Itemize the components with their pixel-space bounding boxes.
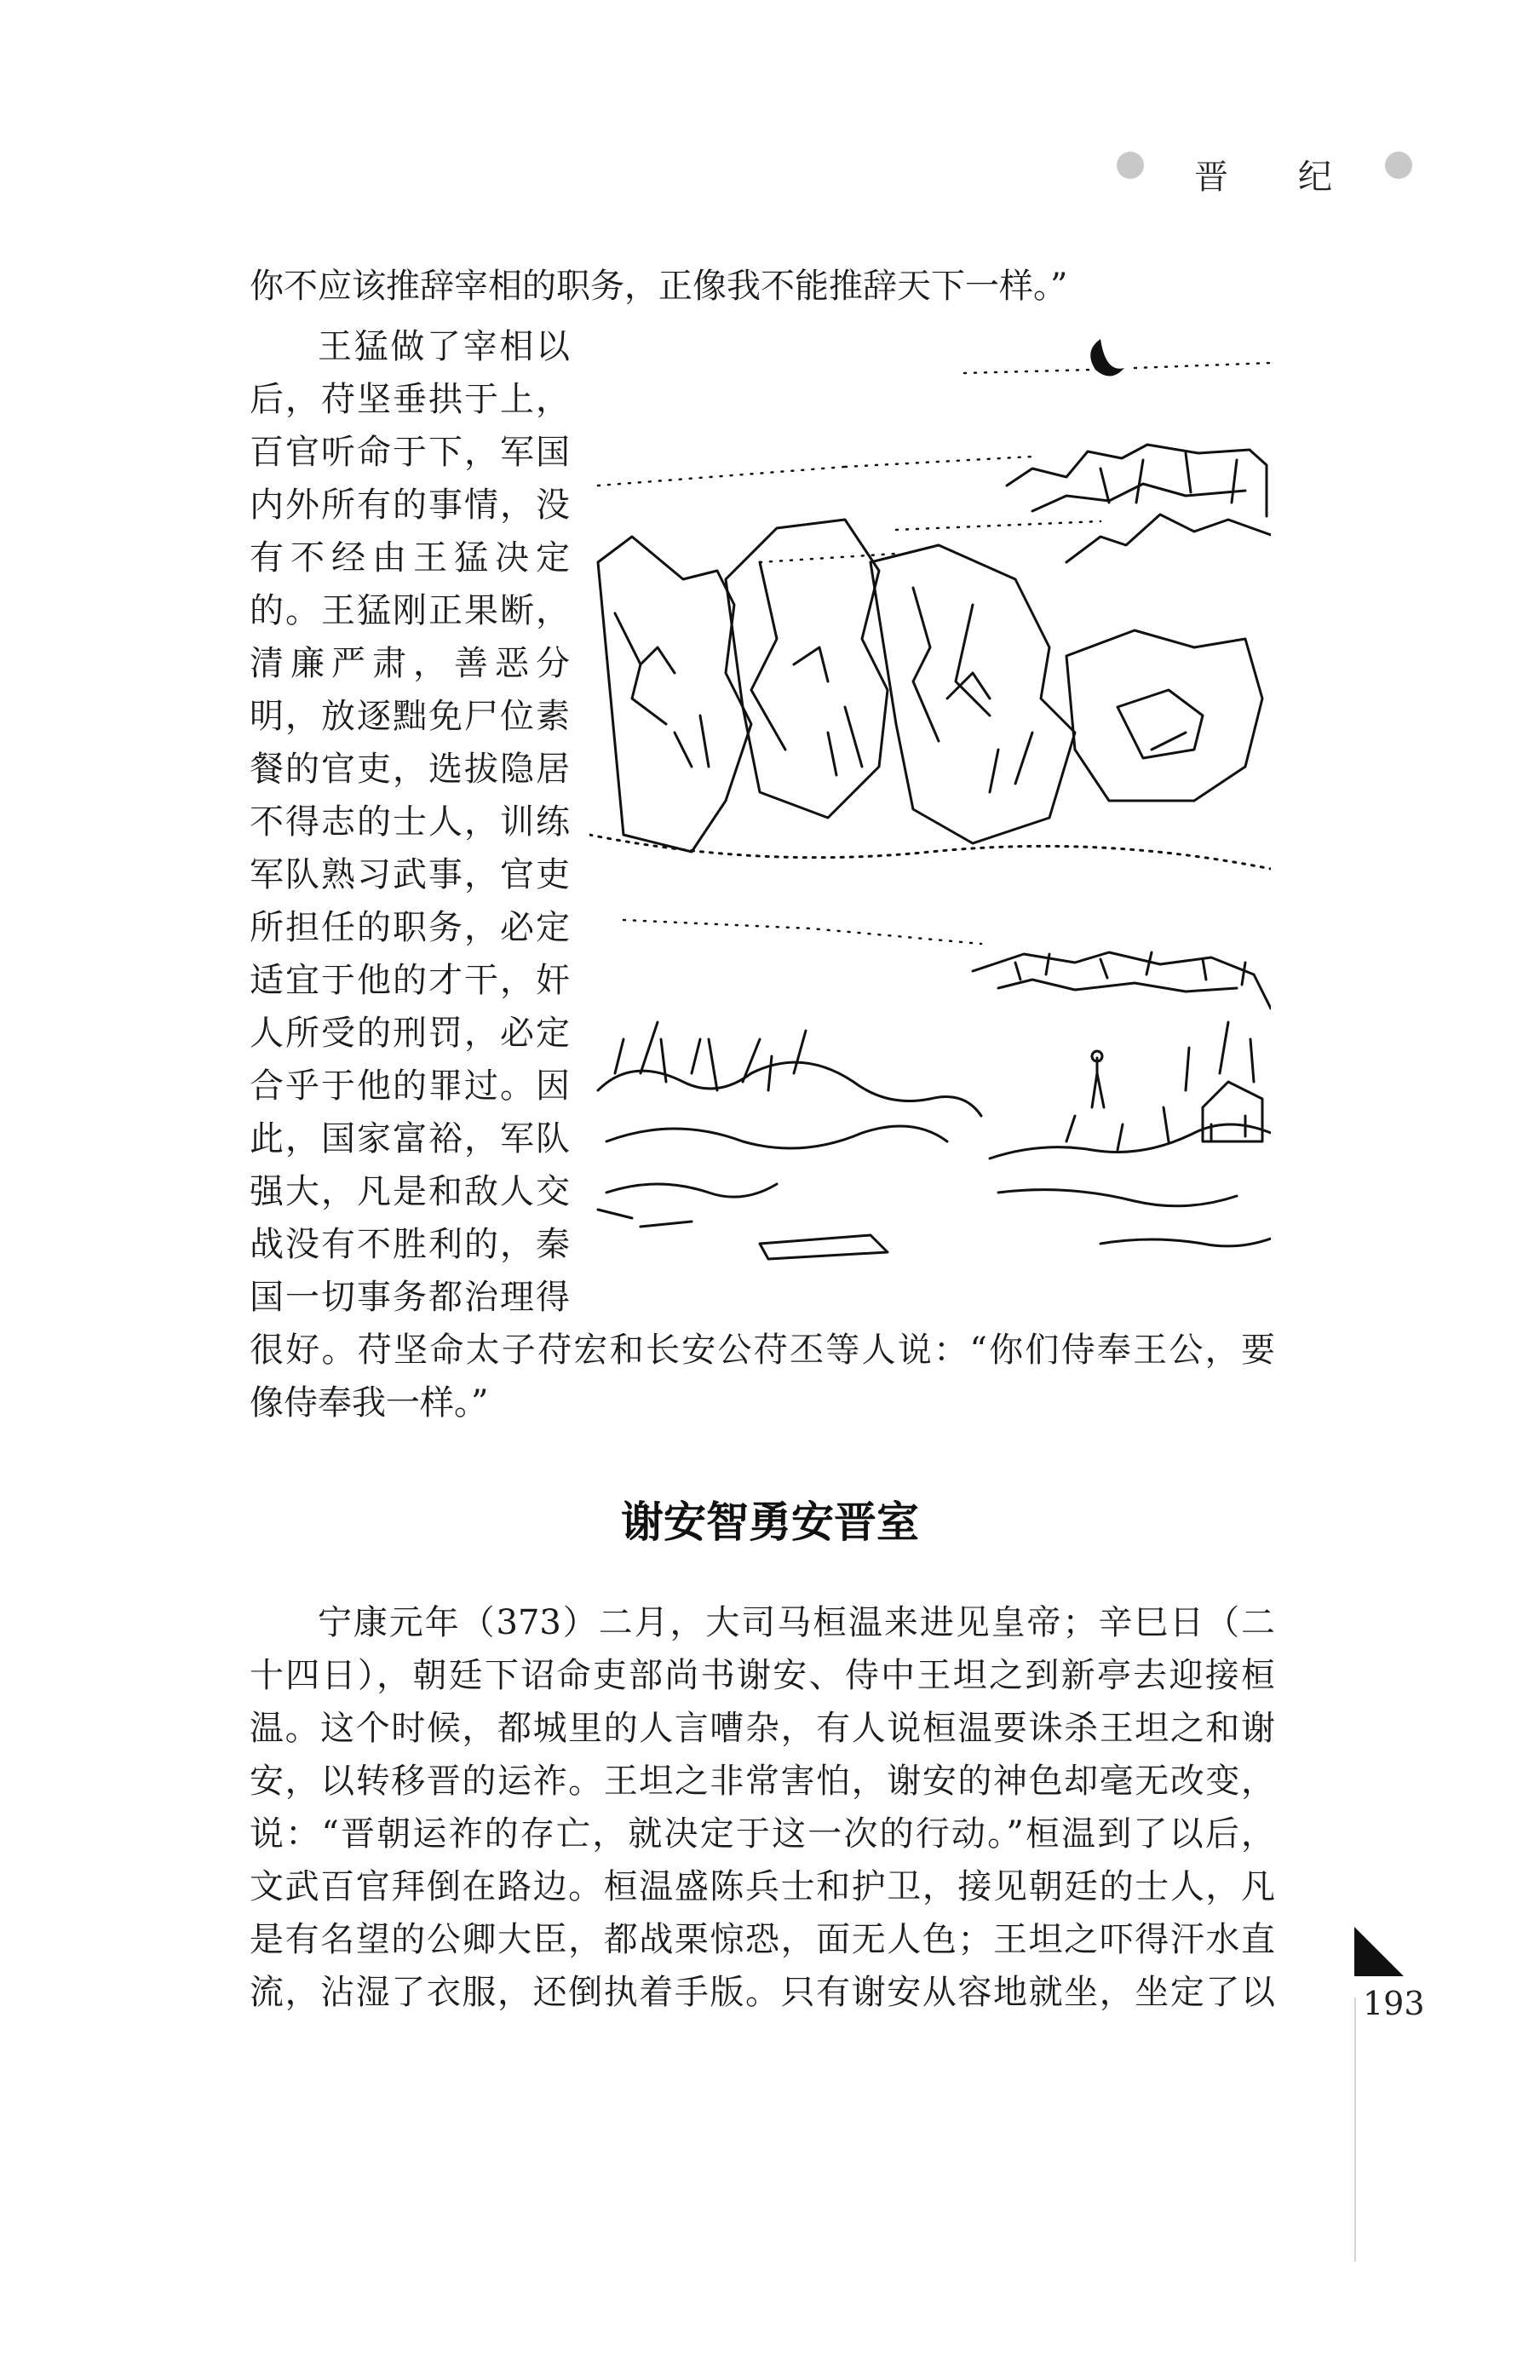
body-line: 人所受的刑罚，必定	[250, 1014, 570, 1053]
body-line: 说：“晋朝运祚的存亡，就决定于这一次的行动。”桓温到了以后，	[250, 1814, 1275, 1854]
body-line: 很好。苻坚命太子苻宏和长安公苻丕等人说：“你们侍奉王公，要	[250, 1331, 1275, 1370]
lower-left-shore	[598, 1022, 981, 1259]
main-rock-formation	[589, 520, 1271, 869]
standing-figure	[1092, 1051, 1104, 1107]
section-title: 谢安智勇安晋室	[621, 1498, 919, 1547]
body-line: 你不应该推辞宰相的职务，正像我不能推辞天下一样。”	[250, 267, 1068, 306]
moon-icon	[1090, 339, 1124, 377]
body-line: 所担任的职务，必定	[250, 908, 570, 947]
page-number: 193	[1363, 1985, 1425, 2022]
body-line: 不得志的士人，训练	[250, 802, 570, 842]
header-left-dot	[1117, 152, 1144, 179]
lower-right-shore	[990, 1022, 1271, 1246]
body-line: 后，苻坚垂拱于上，	[250, 380, 570, 419]
body-line: 清廉严肃，善恶分	[250, 644, 570, 683]
body-line: 流，沾湿了衣服，还倒执着手版。只有谢安从容地就坐，坐定了以	[250, 1973, 1275, 2012]
sky-dots	[598, 363, 1271, 562]
body-line: 宁康元年（373）二月，大司马桓温来进见皇帝；辛巳日（二	[318, 1603, 1275, 1642]
body-line: 强大，凡是和敌人交	[250, 1172, 570, 1211]
body-line: 餐的官吏，选拔隐居	[250, 750, 570, 789]
body-line: 安，以转移晋的运祚。王坦之非常害怕，谢安的神色却毫无改变，	[250, 1762, 1275, 1801]
landscape-illustration	[589, 307, 1271, 1278]
body-line: 的。王猛刚正果断，	[250, 591, 570, 630]
body-line: 像侍奉我一样。”	[250, 1383, 489, 1423]
body-line: 适宜于他的才干，奸	[250, 961, 570, 1000]
middle-bank	[623, 920, 1271, 1009]
body-line: 温。这个时候，都城里的人言嘈杂，有人说桓温要诛杀王坦之和谢	[250, 1709, 1275, 1748]
distant-hills	[1007, 445, 1271, 562]
page-corner-marker	[1354, 1927, 1404, 1976]
running-header-char-1: 晋	[1194, 158, 1228, 197]
body-line: 有不经由王猛决定	[250, 538, 570, 578]
body-line: 是有名望的公卿大臣，都战栗惊恐，面无人色；王坦之吓得汗水直	[250, 1920, 1275, 1959]
body-line: 此，国家富裕，军队	[250, 1119, 570, 1158]
body-line: 战没有不胜利的，秦	[250, 1225, 570, 1264]
body-line: 百官听命于下，军国	[250, 433, 570, 472]
body-line: 军队熟习武事，官吏	[250, 855, 570, 894]
body-line: 合乎于他的罪过。因	[250, 1066, 570, 1106]
body-line: 王猛做了宰相以	[318, 327, 570, 366]
body-line: 国一切事务都治理得	[250, 1278, 570, 1317]
body-line: 明，放逐黜免尸位素	[250, 697, 570, 736]
header-right-dot	[1385, 152, 1412, 179]
running-header-char-2: 纪	[1298, 158, 1332, 197]
body-line: 十四日），朝廷下诏命吏部尚书谢安、侍中王坦之到新亭去迎接桓	[250, 1656, 1275, 1695]
body-line: 内外所有的事情，没	[250, 486, 570, 525]
margin-rule	[1354, 1998, 1356, 2262]
body-line: 文武百官拜倒在路边。桓温盛陈兵士和护卫，接见朝廷的士人，凡	[250, 1867, 1275, 1906]
